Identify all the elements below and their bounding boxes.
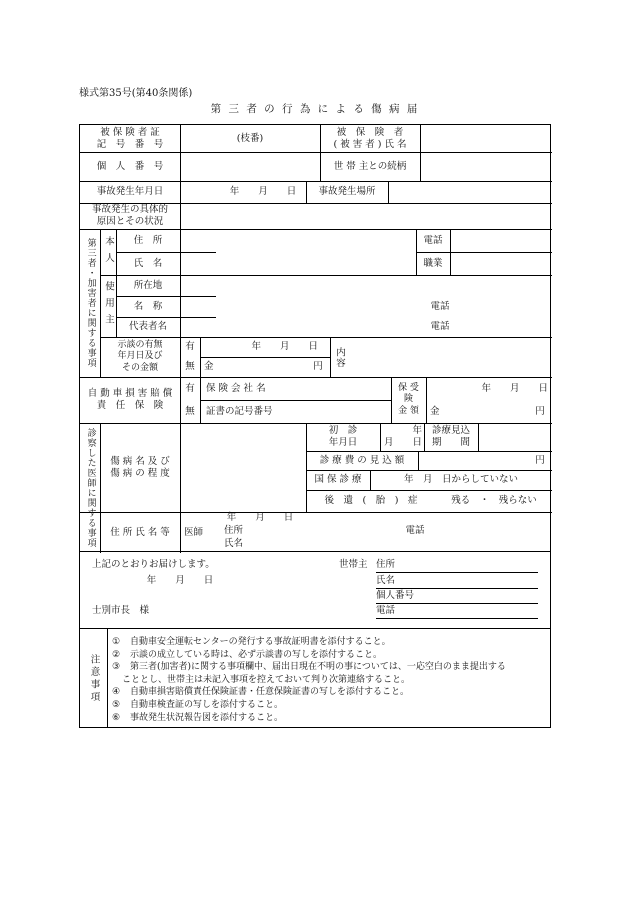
label-liability-insurance: 自 動 車 損 害 賠 償 責 任 保 険 [87,388,173,411]
addressee: 士別市長 様 [92,605,150,617]
note-text: 自動車安全運転センターの発行する事故証明書を添付すること。 [130,637,391,647]
accident-date-field[interactable]: 年 月 日 [229,186,297,198]
label-company-name: 名 称 [133,300,163,312]
doctor-date[interactable]: 年 月 日 [226,512,294,524]
label-address: 住 所 [133,234,163,246]
first-visit-date[interactable]: 年 月 日 [383,425,422,448]
note-text: 第三者(加害者)に関する事項欄中、届出日現在不明の事については、一応空白のまま提出する [130,662,506,673]
label-location: 所在地 [133,279,163,291]
label-treatment-period: 診療見込 期 間 [431,425,470,448]
note-number: ② [112,649,121,660]
householder-number-label: 個人番号 [376,590,415,602]
label-doctor-info: 住 所 氏 名 等 [110,526,170,538]
relation-field[interactable] [420,152,552,181]
label-insurer-name: 保 険 会 社 名 [206,382,266,394]
notes-section [79,628,551,728]
label-householder: 世帯主 [339,559,368,571]
national-insurance-field[interactable]: 年 月 日からしていない [403,474,518,486]
label-representative: 代表者名 [128,321,167,333]
submission-section [79,552,551,629]
label-settlement: 示談の有無 年月日及び その金額 [117,340,163,373]
note-item [112,634,391,647]
injury-report-form [79,124,551,552]
insurance-yes[interactable]: 有 [185,382,195,394]
label-insurance-receipt: 保 受 険 金 領 [398,383,419,416]
label-phone: 電話 [423,234,443,246]
note-item [112,672,410,685]
label-injury: 傷 病 名 及 び 傷 病 の 程 度 [110,455,170,479]
insured-name-field[interactable] [420,125,552,152]
settlement-no[interactable]: 無 [185,361,195,373]
label-first-visit: 初 診 年月日 [328,425,358,448]
sequela-options[interactable]: 残る ・ 残らない [451,495,537,507]
note-text: こととし、世帯主は未記入事項を控えておいて判り次第連絡すること。 [122,674,411,685]
label-sequela: 後 遺 ( 胎 ) 症 [324,495,418,507]
employer-phone-label: 電話 [430,300,450,312]
form-number: 様式第35号(第40条関係) [79,88,193,99]
label-employer: 使用主 [102,281,114,331]
label-fee-estimate: 診 療 費 の 見 込 額 [319,454,405,466]
label-occupation: 職業 [423,257,443,269]
label-personal-number: 個 人 番 号 [96,160,164,172]
label-insured-name: 被 保 険 者 ( 被 害 者 ) 氏 名 [333,126,407,150]
note-item [112,710,283,723]
submission-notice: 上記のとおりお届けします。 [92,559,215,571]
note-text: 事故発生状況報告図を添付すること。 [130,712,284,723]
label-doctor-section: 診察した医師に関する事項 [85,428,96,548]
note-text: 示談の成立している時は、必ず示談書の写しを添付すること。 [130,649,383,660]
label-cert-symbol: 証書の記号番号 [206,405,273,417]
insurance-no[interactable]: 無 [185,405,195,417]
insurance-receipt-date[interactable]: 年 月 日 [481,382,548,394]
form-title: 第 三 者 の 行 為 に よ る 傷 病 届 [210,103,420,115]
householder-address-label: 住所 [376,559,396,571]
note-number: ① [112,637,121,647]
note-text: 自動車検査証の写しを添付すること。 [130,700,284,710]
settlement-amount-label: 金 [204,361,214,373]
settlement-yes[interactable]: 有 [185,341,195,353]
label-relation: 世 帯 主との続柄 [333,160,407,172]
label-accident-date: 事故発生年月日 [96,186,164,198]
note-number: ⑤ [112,700,121,710]
label-notes: 注意事項 [88,654,100,704]
fee-yen: 円 [535,454,545,466]
note-text: 自動車損害賠償責任保険証書・任意保険証書の写しを添付すること。 [130,687,410,698]
doctor-phone-label: 電話 [405,525,425,537]
note-number: ④ [112,687,121,698]
label-doctor-address: 住所 [224,525,244,537]
label-accident-place: 事故発生場所 [318,186,376,198]
note-item [112,659,506,672]
note-number: ⑥ [112,712,121,723]
insurance-amount-label: 金 [430,405,440,417]
label-national-insurance: 国 保 診 療 [314,474,362,486]
branch-number-label: (枝番) [236,132,264,144]
label-doctor-name: 氏名 [224,538,244,550]
note-item [112,647,382,660]
settlement-date[interactable]: 年 月 日 [251,341,318,353]
label-name: 氏 名 [133,257,163,269]
label-person: 本人 [102,235,114,269]
note-item [112,697,283,710]
personal-number-field[interactable] [180,152,320,181]
householder-phone-label: 電話 [376,605,396,617]
note-number: ③ [112,662,121,673]
label-accident-detail: 事故発生の具体的 原因とその状況 [91,204,168,227]
label-content: 内容 [333,346,345,368]
submission-date[interactable]: 年 月 日 [146,575,214,587]
note-item [112,684,409,697]
householder-name-label: 氏名 [376,575,396,587]
label-third-party: 第三者・加害者に関する事項 [85,238,96,368]
label-insured-cert: 被 保 険 者 証 記 号 番 号 [96,126,164,150]
settlement-yen: 円 [313,361,323,373]
label-doctor: 医師 [184,526,204,538]
insurance-yen: 円 [535,405,545,417]
representative-phone-label: 電話 [430,321,450,333]
